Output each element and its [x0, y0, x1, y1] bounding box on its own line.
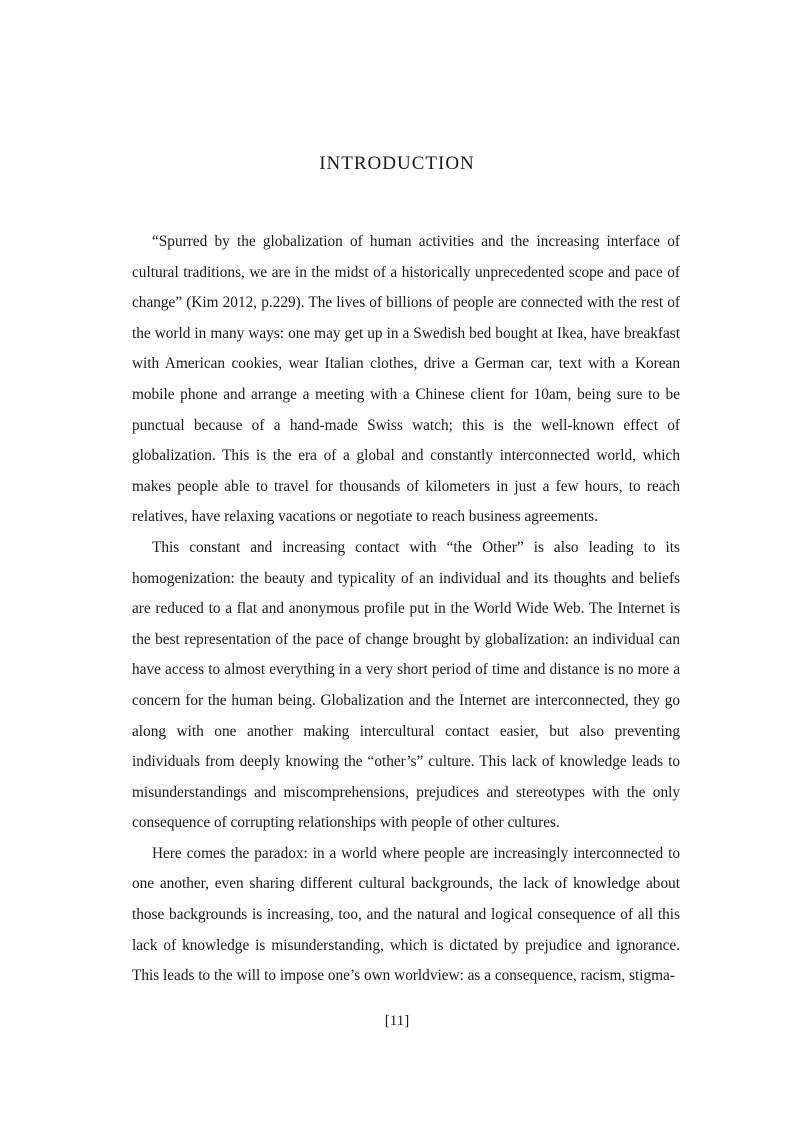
chapter-title: INTRODUCTION: [319, 153, 475, 174]
body-text: [132, 227, 680, 992]
paragraph-3: Here comes the paradox: in a world where people are increasingly interconnected to one another, even sharing different cultural backgrounds, the lack of knowledge about those backgrounds is increasing, too, and the natural and logical consequence of all this lack of knowledge is misunderstanding, which is dictated by prejudice and ignorance. This leads to the will to impose one’s own worldview: as a consequence, racism, stigma-: [132, 844, 680, 985]
paragraph-2: This constant and increasing contact with “the Other” is also leading to its homogenization: the beauty and typicality of an individual and its thoughts and beliefs are reduced to a flat and anonymous profile put in the World Wide Web. The Internet is the best representation of the pace of change brought by globalization: an individual can have access to almost everything in a very short period of time and distance is no more a concern for the human being. Globalization and the Internet are interconnected, they go along with one another making intercultural contact easier, but also preventing individuals from deeply knowing the “other’s” culture. This lack of knowledge leads to misunderstandings and miscomprehensions, prejudices and stereotypes with the only consequence of corrupting relationships with people of other cultures.: [132, 538, 680, 832]
page-number: [11]: [384, 1013, 410, 1029]
paragraph-1: “Spurred by the globalization of human activities and the increasing interface of cultural traditions, we are in the midst of a historically unprecedented scope and pace of change” (Kim 2012, p.229). The lives of billions of people are connected with the rest of the world in many ways: one may get up in a Swedish bed bought at Ikea, have breakfast with American cookies, wear Italian clothes, drive a German car, text with a Korean mobile phone and arrange a meeting with a Chinese client for 10am, being sure to be punctual because of a hand-made Swiss watch; this is the well-known effect of globalization. This is the era of a global and constantly interconnected world, which makes people able to travel for thousands of kilometers in just a few hours, to reach relatives, have relaxing vacations or negotiate to reach business agreements.: [132, 233, 680, 526]
